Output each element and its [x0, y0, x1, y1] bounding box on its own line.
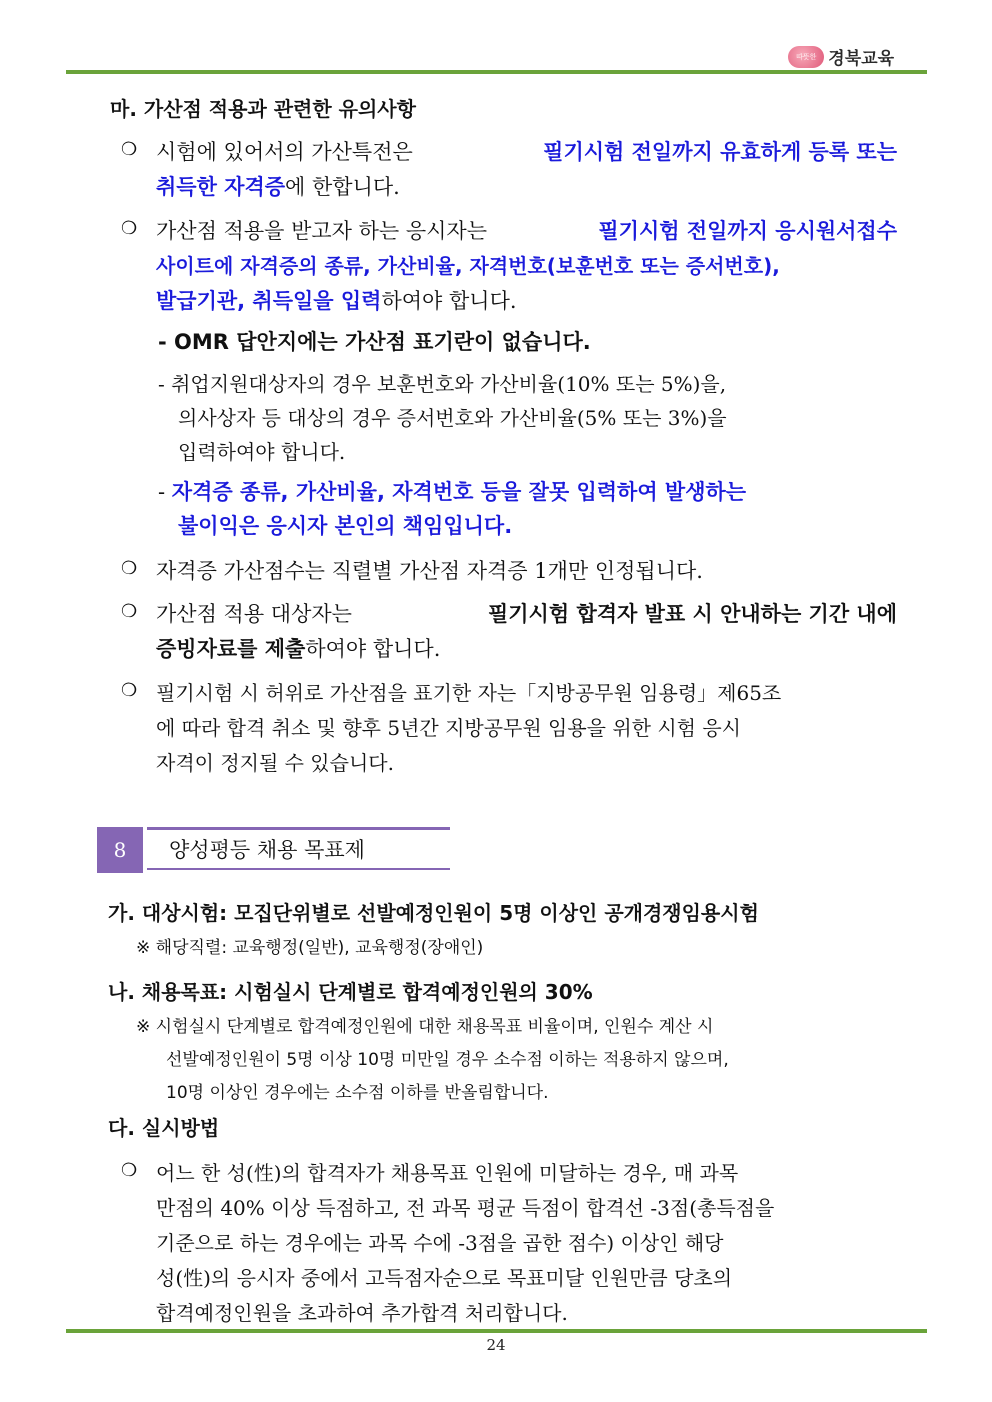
ma-p4-line2: 증빙자료를 제출하여야 합니다.	[156, 637, 441, 661]
na-note-line1: ※ 시험실시 단계별로 합격예정인원에 대한 채용목표 비율이며, 인원수 계산 시	[136, 1017, 714, 1037]
bullet-icon: ❍	[121, 680, 138, 701]
ma-p1-line1: 시험에 있어서의 가산특전은 필기시험 전일까지 유효하게 등록 또는	[156, 140, 897, 164]
na-note-line2: 선발예정인원이 5명 이상 10명 미만일 경우 소수점 이하는 적용하지 않으며,	[166, 1050, 729, 1070]
ma-dash-veterans-line3: 입력하여야 합니다.	[178, 440, 346, 464]
ma-p1-line2: 취득한 자격증에 한합니다.	[156, 175, 400, 199]
bullet-icon: ❍	[121, 139, 138, 160]
heading-ma: 마. 가산점 적용과 관련한 유의사항	[110, 97, 416, 121]
logo-badge: 따뜻한	[788, 46, 824, 68]
ma-p2-line1: 가산점 적용을 받고자 하는 응시자는 필기시험 전일까지 응시원서접수	[156, 219, 897, 243]
heading-da: 다. 실시방법	[108, 1116, 220, 1140]
da-p1-line2: 만점의 40% 이상 득점하고, 전 과목 평균 득점이 합격선 -3점(총득점을	[156, 1196, 775, 1220]
ma-p2-line2: 사이트에 자격증의 종류, 가산비율, 자격번호(보훈번호 또는 증서번호),	[156, 254, 780, 278]
heading-ga: 가. 대상시험: 모집단위별로 선발예정인원이 5명 이상인 공개경쟁임용시험	[108, 901, 759, 925]
bullet-icon: ❍	[121, 1160, 138, 1181]
da-p1-line1: 어느 한 성(性)의 합격자가 채용목표 인원에 미달하는 경우, 매 과목	[156, 1161, 739, 1185]
ga-note: ※ 해당직렬: 교육행정(일반), 교육행정(장애인)	[136, 938, 484, 958]
ma-dash-warning-line1: - 자격증 종류, 가산비율, 자격번호 등을 잘못 입력하여 발생하는	[158, 480, 747, 504]
ma-p5-line1: 필기시험 시 허위로 가산점을 표기한 자는「지방공무원 임용령」제65조	[156, 681, 782, 705]
ma-p5-line2: 에 따라 합격 취소 및 향후 5년간 지방공무원 임용을 위한 시험 응시	[156, 716, 741, 740]
da-p1-line4: 성(性)의 응시자 중에서 고득점자순으로 목표미달 인원만큼 당초의	[156, 1266, 733, 1290]
bullet-icon: ❍	[121, 218, 138, 239]
na-note-line3: 10명 이상인 경우에는 소수점 이하를 반올림합니다.	[166, 1083, 549, 1103]
section-number-badge: 8	[97, 827, 143, 873]
header-rule	[66, 70, 927, 74]
page-number: 24	[486, 1336, 506, 1354]
heading-na: 나. 채용목표: 시험실시 단계별로 합격예정인원의 30%	[108, 980, 593, 1004]
section-title: 양성평등 채용 목표제	[147, 827, 450, 870]
da-p1-line3: 기준으로 하는 경우에는 과목 수에 -3점을 곱한 점수) 이상인 해당	[156, 1231, 724, 1255]
ma-dash-veterans-line2: 의사상자 등 대상의 경우 증서번호와 가산비율(5% 또는 3%)을	[178, 406, 727, 430]
ma-p2-line3: 발급기관, 취득일을 입력하여야 합니다.	[156, 289, 517, 313]
ma-dash-omr: - OMR 답안지에는 가산점 표기란이 없습니다.	[158, 330, 591, 354]
ma-p5-line3: 자격이 정지될 수 있습니다.	[156, 751, 394, 775]
footer-rule	[66, 1329, 927, 1333]
ma-p3: 자격증 가산점수는 직렬별 가산점 자격증 1개만 인정됩니다.	[156, 559, 703, 583]
bullet-icon: ❍	[121, 601, 138, 622]
ma-dash-warning-line2: 불이익은 응시자 본인의 책임입니다.	[178, 514, 513, 538]
da-p1-line5: 합격예정인원을 초과하여 추가합격 처리합니다.	[156, 1301, 568, 1325]
logo-text: 경북교육	[828, 49, 894, 69]
bullet-icon: ❍	[121, 558, 138, 579]
ma-dash-veterans-line1: - 취업지원대상자의 경우 보훈번호와 가산비율(10% 또는 5%)을,	[158, 372, 727, 396]
ma-p4-line1: 가산점 적용 대상자는 필기시험 합격자 발표 시 안내하는 기간 내에	[156, 602, 897, 626]
header-logo	[788, 44, 894, 69]
